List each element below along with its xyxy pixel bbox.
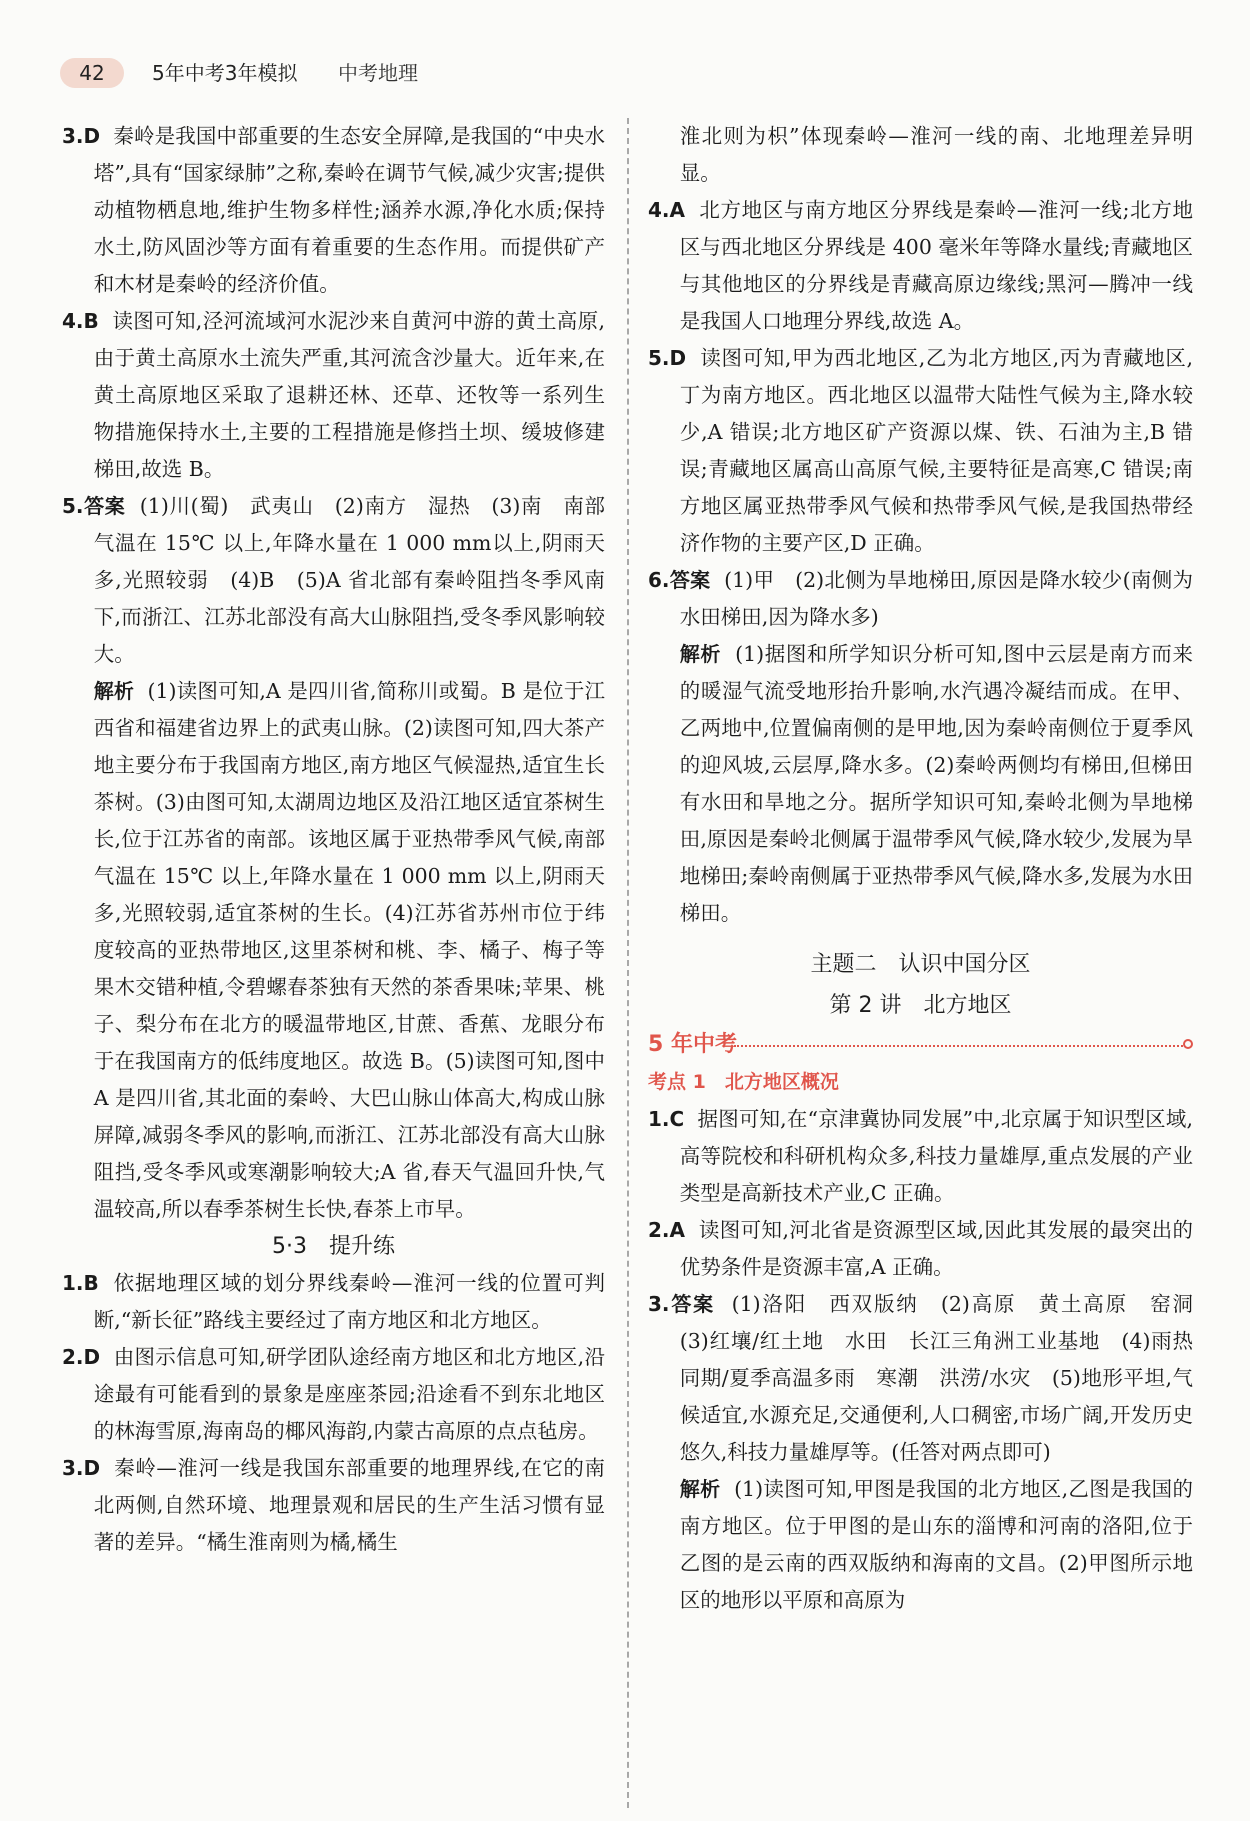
left-column: [62, 118, 605, 1561]
answer-item: 6.答案 (1)甲 (2)北侧为旱地梯田,原因是降水较少(南侧为水田梯田,因为降水多): [648, 568, 1193, 629]
analysis-block: 解析 (1)读图可知,A 是四川省,简称川或蜀。B 是位于江西省和福建省边界上的武夷山脉。(2)读图可知,四大茶产地主要分布于我国南方地区,南方地区气候湿热,适宜生长茶树。(3)由图可知,太湖周边地区及沿江地区适宜茶树生长,位于江苏省的南部。该地区属于亚热带季风气候,南部气温在 15℃ 以上,年降水量在 1 000 mm 以上,阴雨天多,光照较弱,适宜茶树的生长。(4)江苏省苏州市位于纬度较高的亚热带地区,这里茶树和桃、李、橘子、梅子等果木交错种植,令碧螺春茶独有天然的茶香果味;苹果、桃子、梨分布在北方的暖温带地区,甘蔗、香蕉、龙眼分布于在我国南方的低纬度地区。故选 B。(5)读图可知,图中 A 是四川省,其北面的秦岭、大巴山脉山体高大,构成山脉屏障,减弱冬季风的影响,而浙江、江苏北部没有高大山脉阻挡,受冬季风或寒潮影响较大;A 省,春天气温回升快,气温较高,所以春季茶树生长快,春茶上市早。: [93, 679, 605, 1221]
book-title: 5年中考3年模拟: [152, 61, 298, 85]
circle-icon: [1183, 1039, 1193, 1049]
page-header: [60, 50, 1200, 90]
book-subject: 中考地理: [338, 61, 418, 85]
answer-item: 2.D 由图示信息可知,研学团队途经南方地区和北方地区,沿途最有可能看到的景象是座座茶园;沿途看不到东北地区的林海雪原,海南岛的椰风海韵,内蒙古高原的点点毡房。: [62, 1345, 605, 1443]
page-number: 42: [60, 58, 124, 88]
answer-item: 3.答案 (1)洛阳 西双版纳 (2)高原 黄土高原 窑洞 (3)红壤/红土地 水田 长江三角洲工业基地 (4)雨热同期/夏季高温多雨 寒潮 洪涝/水灾 (5)地形平坦,气候适宜,水源充足,交通便利,人口稠密,市场广阔,开发历史悠久,科技力量雄厚等。(任答对两点即可): [648, 1292, 1214, 1464]
answer-item: 4.A 北方地区与南方地区分界线是秦岭—淮河一线;北方地区与西北地区分界线是 400 毫米年等降水量线;青藏地区与其他地区的分界线是青藏高原边缘线;黑河—腾冲一线是我国人口地理分界线,故选 A。: [648, 198, 1193, 333]
continued-text: 淮北则为枳”体现秦岭—淮河一线的南、北地理差异明显。: [679, 124, 1193, 185]
answer-item: 2.A 读图可知,河北省是资源型区域,因此其发展的最突出的优势条件是资源丰富,A 正确。: [648, 1218, 1193, 1279]
right-column: [648, 118, 1214, 1619]
section-banner: [648, 1026, 1193, 1064]
theme-heading: 主题二 认识中国分区: [810, 952, 1031, 977]
answer-item: 1.B 依据地理区域的划分界线秦岭—淮河一线的位置可判断,“新长征”路线主要经过了南方地区和北方地区。: [62, 1271, 605, 1332]
dotted-rule: [734, 1045, 1183, 1047]
section-heading: 5·3 提升练: [272, 1234, 395, 1259]
answer-item: 3.D 秦岭—淮河一线是我国东部重要的地理界线,在它的南北两侧,自然环境、地理景观和居民的生产生活习惯有显著的差异。“橘生淮南则为橘,橘生: [62, 1456, 605, 1554]
section-banner-label: 5 年中考: [648, 1032, 737, 1057]
answer-item: 3.D 秦岭是我国中部重要的生态安全屏障,是我国的“中央水塔”,具有“国家绿肺”之称,秦岭在调节气候,减少灾害;提供动植物栖息地,维护生物多样性;涵养水源,净化水质;保持水土,防风固沙等方面有着重要的生态作用。而提供矿产和木材是秦岭的经济价值。: [62, 124, 605, 296]
answer-item: 5.D 读图可知,甲为西北地区,乙为北方地区,丙为青藏地区,丁为南方地区。西北地区以温带大陆性气候为主,降水较少,A 错误;北方地区矿产资源以煤、铁、石油为主,B 错误;青藏地区属高山高原气候,主要特征是高寒,C 错误;南方地区属亚热带季风气候和热带季风气候,是我国热带经济作物的主要产区,D 正确。: [648, 346, 1193, 555]
key-point-heading: 考点 1 北方地区概况: [648, 1071, 839, 1093]
answer-item: 5.答案 (1)川(蜀) 武夷山 (2)南方 湿热 (3)南 南部气温在 15℃ 以上,年降水量在 1 000 mm以上,阴雨天多,光照较弱 (4)B (5)A 省北部有秦岭阻挡冬季风南下,而浙江、江苏北部没有高大山脉阻挡,受冬季风影响较大。: [62, 494, 605, 666]
lecture-heading: 第 2 讲 北方地区: [829, 993, 1012, 1018]
analysis-block: 解析 (1)读图可知,甲图是我国的北方地区,乙图是我国的南方地区。位于甲图的是山东的淄博和河南的洛阳,位于乙图的是云南的西双版纳和海南的文昌。(2)甲图所示地区的地形以平原和高原为: [679, 1477, 1193, 1612]
answer-item: 1.C 据图可知,在“京津冀协同发展”中,北京属于知识型区域,高等院校和科研机构众多,科技力量雄厚,重点发展的产业类型是高新技术产业,C 正确。: [648, 1107, 1193, 1205]
answer-item: 4.B 读图可知,泾河流域河水泥沙来自黄河中游的黄土高原,由于黄土高原水土流失严重,其河流含沙量大。近年来,在黄土高原地区采取了退耕还林、还草、还牧等一系列生物措施保持水土,主要的工程措施是修挡土坝、缓坡修建梯田,故选 B。: [62, 309, 605, 481]
column-divider: [627, 118, 629, 1808]
analysis-block: 解析 (1)据图和所学知识分析可知,图中云层是南方而来的暖湿气流受地形抬升影响,水汽遇冷凝结而成。在甲、乙两地中,位置偏南侧的是甲地,因为秦岭南侧位于夏季风的迎风坡,云层厚,降水多。(2)秦岭两侧均有梯田,但梯田有水田和旱地之分。据所学知识可知,秦岭北侧为旱地梯田,原因是秦岭北侧属于温带季风气候,降水较少,发展为旱地梯田;秦岭南侧属于亚热带季风气候,降水多,发展为水田梯田。: [679, 642, 1193, 925]
